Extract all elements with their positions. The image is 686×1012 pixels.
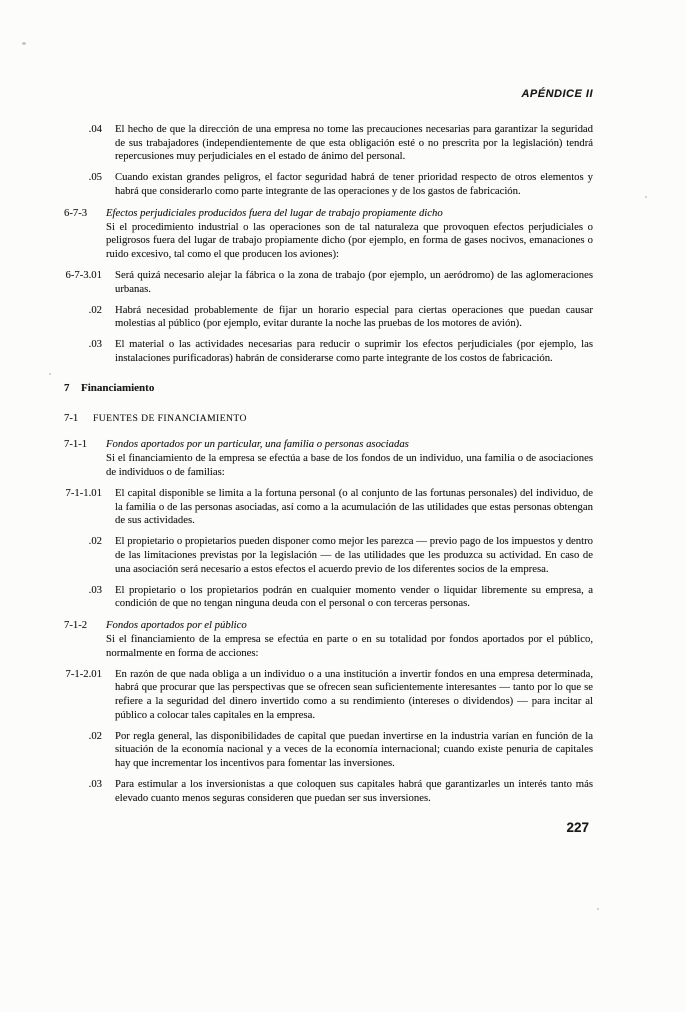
clause-number: .03	[88, 778, 102, 791]
clause-number: .04	[88, 122, 102, 135]
section-title: Fondos aportados por el público	[106, 619, 247, 632]
clause-number: .05	[88, 171, 102, 184]
clause-number: .02	[88, 303, 102, 316]
section-number: 7-1-2	[64, 619, 88, 632]
clause-number: 7-1-2.01	[65, 667, 102, 680]
clause-text: El material o las actividades necesarias para reducir o suprimir los efectos perjudiciales (por ejemplo, las instalaciones purificadoras) habrán de considerarse como parte integrante de los costos de fabricación.	[115, 338, 593, 364]
section-heading-6-7-3	[64, 207, 593, 262]
section-heading-7-1-1	[64, 438, 593, 479]
clause-6-7-3-03	[64, 338, 593, 366]
chapter-title: Financiamiento	[81, 381, 155, 394]
clause-text: El hecho de que la dirección de una empresa no tome las precauciones necesarias para garantizar la seguridad de sus trabajadores (independientemente de que esta obligación esté o no prescrita por la legislación) tendrá repercusiones muy perjudiciales en el estado de ánimo del personal.	[115, 122, 593, 163]
clause-6-7-3-01	[64, 269, 593, 297]
clause-text: Cuando existan grandes peligros, el factor seguridad habrá de tener prioridad respecto de otros elementos y habrá que considerarlo como parte integrante de las operaciones y de los gastos de fabricación.	[115, 171, 593, 197]
section-number: 7-1-1	[64, 438, 88, 451]
section-number: 6-7-3	[64, 206, 88, 219]
scan-speck	[49, 373, 51, 375]
section-intro: Si el financiamiento de la empresa se efectúa en parte o en su totalidad por fondos aportados por el público, normalmente en forma de acciones:	[106, 632, 593, 659]
section-title: Fondos aportados por un particular, una familia o personas asociadas	[106, 438, 409, 451]
clause-7-1-2-01	[64, 668, 593, 723]
scan-speck	[645, 196, 647, 198]
clause-text: Para estimular a los inversionistas a que coloquen sus capitales habrá que garantizarles un interés tanto más elevado cuanto menos seguras consideren que puedan ser sus inversiones.	[115, 778, 593, 804]
clause-text: El capital disponible se limita a la fortuna personal (o al conjunto de las fortunas personales) del individuo, de la familia o de las personas asociadas, así como a la acumulación de las utilidades que estas personas obtengan de sus actividades.	[115, 486, 593, 527]
running-head: APÉNDICE II	[521, 88, 593, 100]
clause-7-1-1-01	[64, 487, 593, 528]
clause-7-1-2-03	[64, 778, 593, 806]
clause-7-1-1-03	[64, 584, 593, 612]
clause-05	[64, 171, 593, 199]
clause-number: .03	[88, 583, 102, 596]
clause-number: .02	[88, 729, 102, 742]
clause-text: El propietario o propietarios pueden disponer como mejor les parezca — previo pago de los impuestos y dentro de las limitaciones previstas por la legislación — de las utilidades que les produzca su actividad. En caso de una asociación será necesario a estos efectos el acuerdo previo de los diferentes socios de la empresa.	[115, 535, 593, 575]
clause-text: El propietario o los propietarios podrán en cualquier momento vender o liquidar libremente su empresa, a condición de que no tengan ninguna deuda con el personal o con terceras personas.	[115, 583, 593, 610]
clause-number: .02	[88, 535, 102, 548]
clause-04	[64, 123, 593, 164]
section-number: 7-1	[64, 411, 79, 424]
page-number: 227	[566, 819, 589, 835]
clause-text: En razón de que nada obliga a un individuo o a una institución a invertir fondos en una empresa determinada, habrá que procurar que las perspectivas que se ofrecen sean suficientemente interesantes — tanto por lo que se refiere a la seguridad del dinero invertido como a su rendimiento (intereses o dividendos) — para incitar al público a colocar tales capitales en la empresa.	[115, 667, 593, 721]
section-intro: Si el financiamiento de la empresa se efectúa a base de los fondos de un individuo, una familia o de asociaciones de individuos o de familias:	[106, 452, 593, 478]
clause-text: Por regla general, las disponibilidades de capital que puedan invertirse en la industria varían en función de la situación de la economía nacional y a veces de la economía internacional; cuando existe penuria de capitales hay que incrementar los incentivos para fomentar las inversiones.	[115, 729, 593, 770]
section-7-1-heading	[64, 412, 593, 426]
clause-number: 6-7-3.01	[65, 268, 102, 281]
chapter-number: 7	[64, 381, 70, 394]
section-intro: Si el procedimiento industrial o las operaciones son de tal naturaleza que provoquen efectos perjudiciales o peligrosos fuera del lugar de trabajo propiamente dicho (por ejemplo, en forma de gases nocivos, emanaciones o ruido excesivo, tal como el que producen los aviones):	[106, 220, 593, 261]
clause-7-1-2-02	[64, 730, 593, 771]
chapter-7-heading	[64, 382, 593, 396]
scan-speck	[22, 42, 26, 45]
clause-7-1-1-02	[64, 535, 593, 576]
scan-speck	[597, 908, 599, 910]
clause-number: .03	[88, 338, 102, 351]
clause-6-7-3-02	[64, 304, 593, 332]
clause-text: Será quizá necesario alejar la fábrica o la zona de trabajo (por ejemplo, un aeródromo) de las aglomeraciones urbanas.	[115, 268, 593, 295]
section-title: FUENTES DE FINANCIAMIENTO	[93, 412, 247, 424]
section-title: Efectos perjudiciales producidos fuera del lugar de trabajo propiamente dicho	[106, 206, 443, 219]
section-heading-7-1-2	[64, 619, 593, 660]
clause-number: 7-1-1.01	[65, 486, 102, 499]
clause-text: Habrá necesidad probablemente de fijar un horario especial para ciertas operaciones que puedan causar molestias al público (por ejemplo, evitar durante la noche las pruebas de los motores de avión).	[115, 303, 593, 330]
